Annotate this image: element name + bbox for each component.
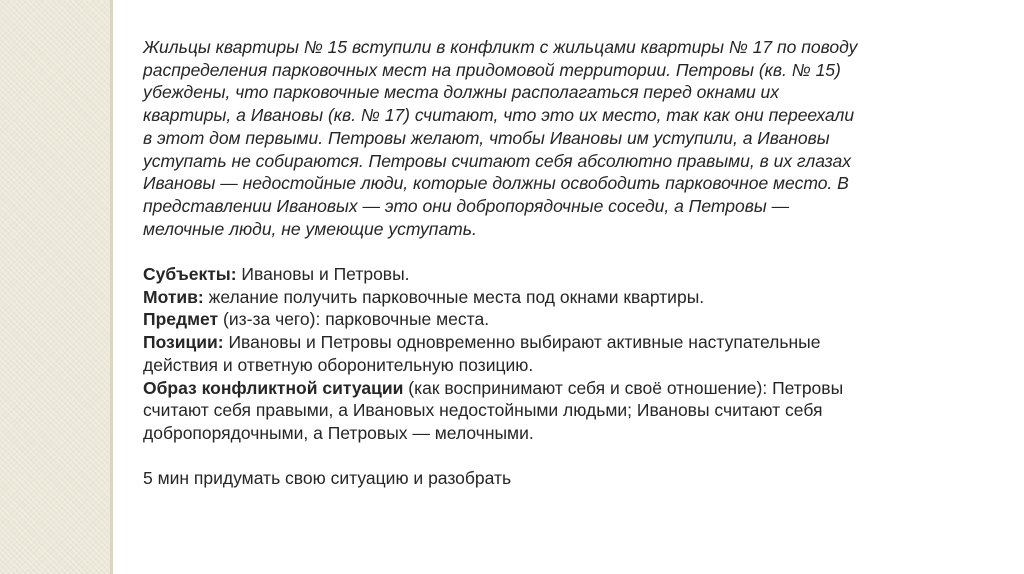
spacer <box>143 445 963 468</box>
positions-term: Позиции: <box>143 332 224 353</box>
task-text: 5 мин придумать свою ситуацию и разобрать <box>143 468 512 489</box>
subjects-term: Субъекты: <box>143 264 237 285</box>
subject-matter-term: Предмет <box>143 309 219 330</box>
positions-line <box>143 331 963 376</box>
slide-content <box>143 36 963 490</box>
conflict-image-line <box>143 377 963 445</box>
motive-text: желание получить парковочные места под окнами квартиры. <box>203 286 705 307</box>
positions-text: Ивановы и Петровы одновременно выбирают активные наступательные действия и ответную оборонительную позицию. <box>143 332 821 375</box>
sidebar-border <box>110 0 113 574</box>
motive-term: Мотив: <box>143 286 204 307</box>
conflict-image-text: (как воспринимают себя и своё отношение): Петровы считают себя правыми, а Ивановых недостойными людьми; Ивановы считают себя добропорядочными, а Петровых — мелочными. <box>143 377 844 443</box>
subject-matter-line <box>143 308 963 331</box>
subject-matter-text: (из-за чего): парковочные места. <box>218 309 490 330</box>
subjects-text: Ивановы и Петровы. <box>236 264 410 285</box>
scenario-text: Жильцы квартиры № 15 вступили в конфликт с жильцами квартиры № 17 по поводу распределения парковочных мест на придомовой территории. Петровы (кв. № 15) убеждены, что парковочные места должны располагаться перед окнами их квартиры, а Ивановы (кв. № 17) считают, что это их место, так как они переехали в этот дом первыми. Петровы желают, чтобы Ивановы им уступили, а Ивановы уступать не собираются. Петровы считают себя абсолютно правыми, в их глазах Ивановы — недостойные люди, которые должны освободить парковочное место. В представлении Ивановых — это они добропорядочные соседи, а Петровы — мелочные люди, не умеющие уступать. <box>143 37 858 239</box>
spacer <box>143 240 963 263</box>
decorative-sidebar <box>0 0 110 574</box>
subjects-line <box>143 263 963 286</box>
motive-line <box>143 286 963 309</box>
conflict-image-term: Образ конфликтной ситуации <box>143 377 404 398</box>
